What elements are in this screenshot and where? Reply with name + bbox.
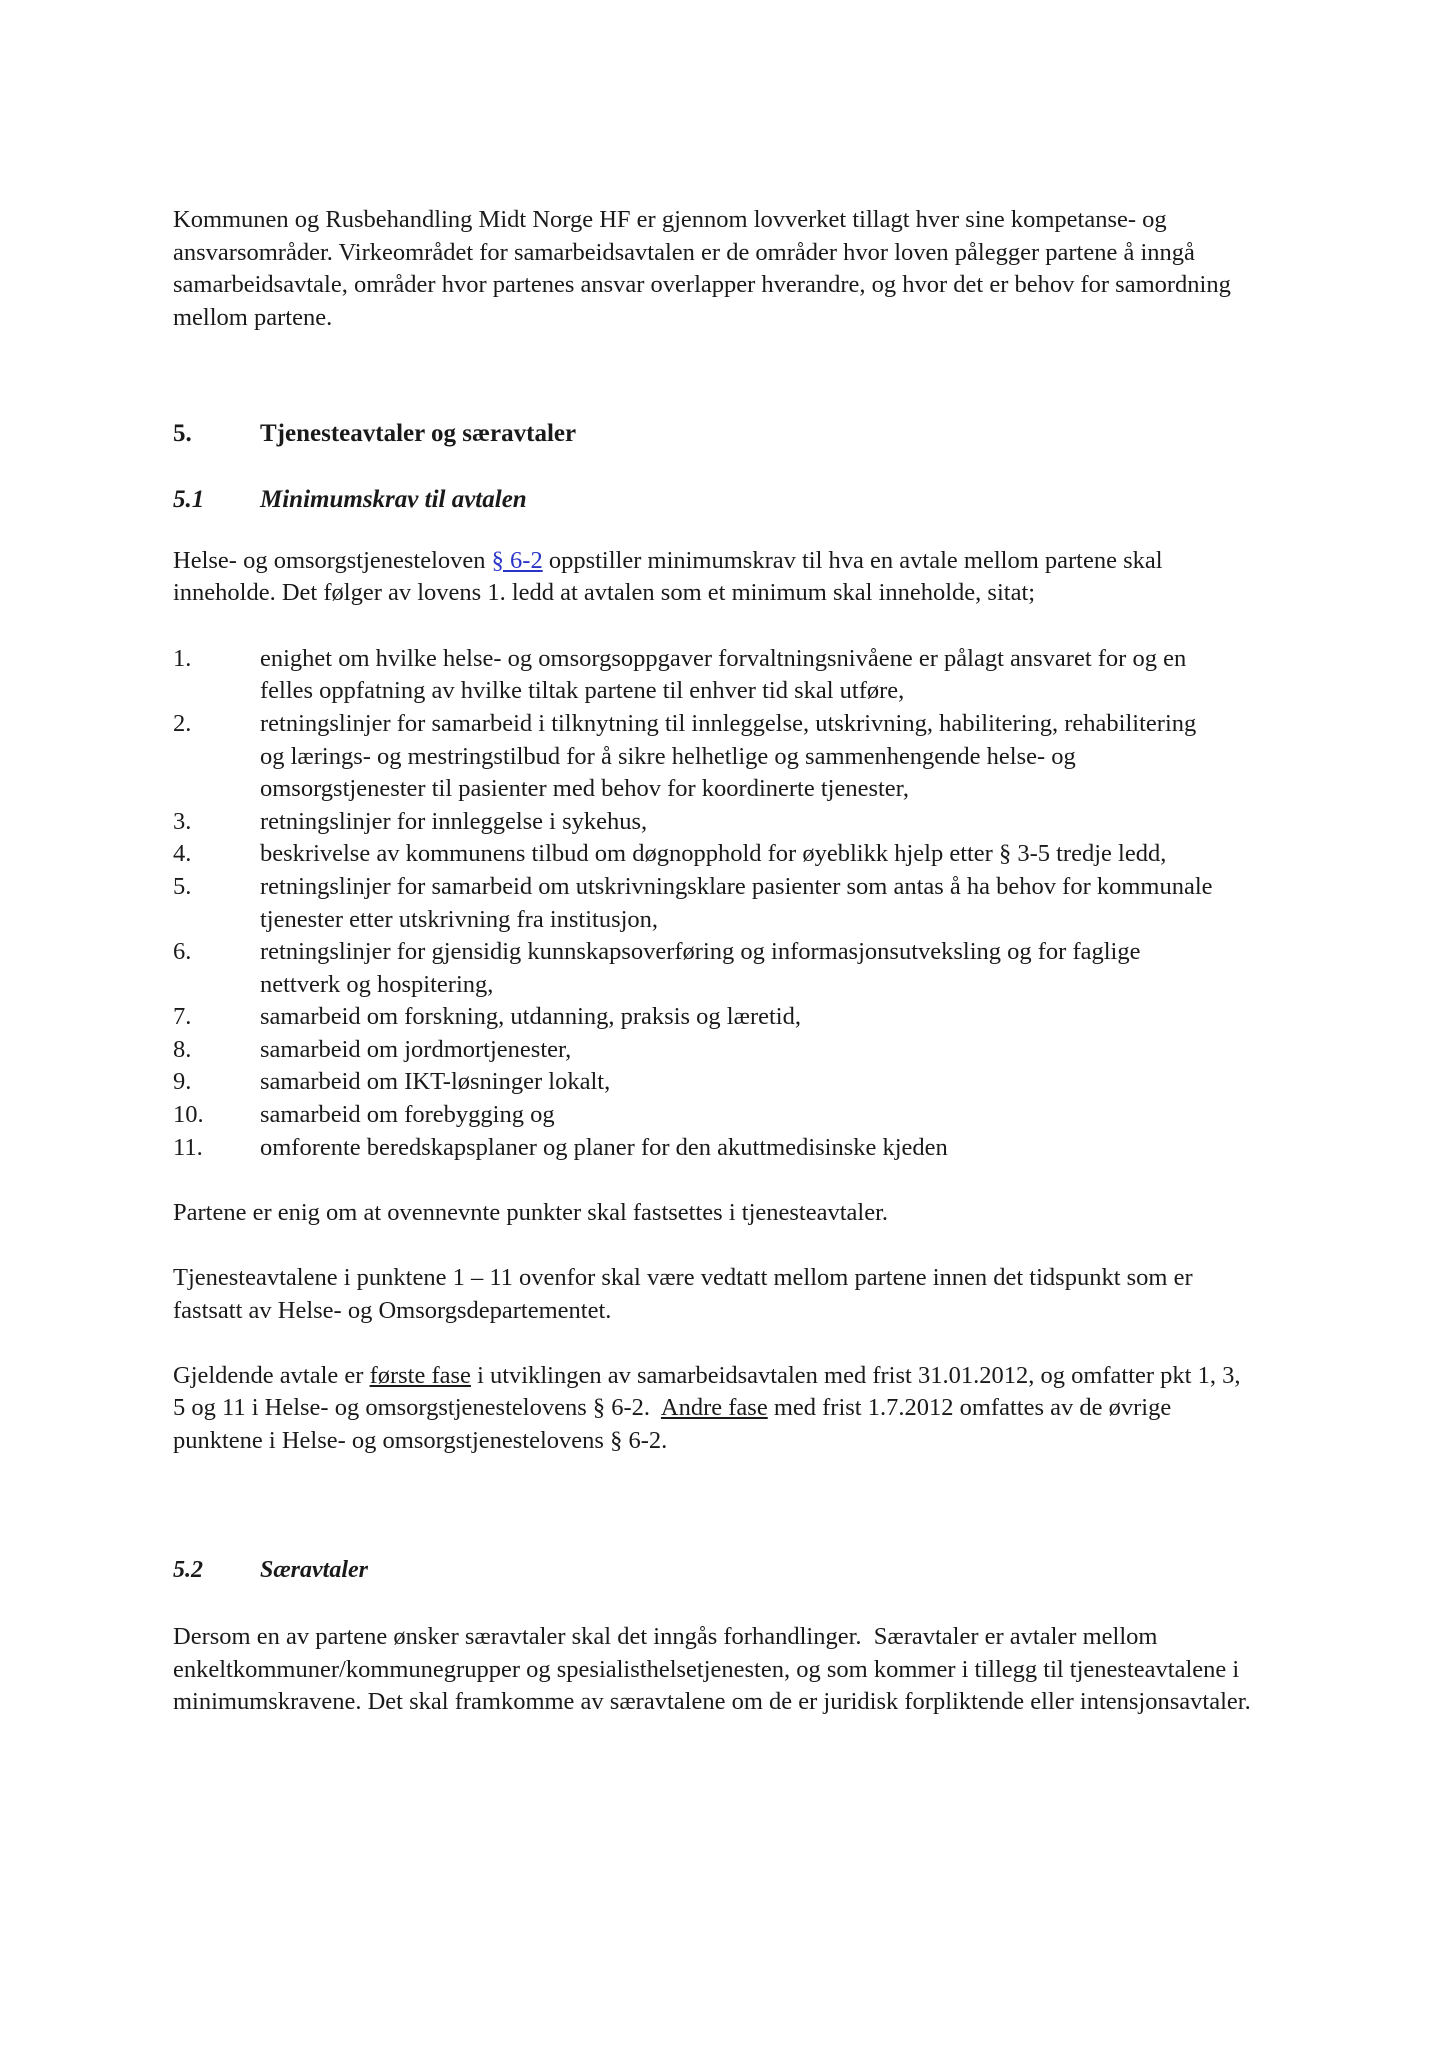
list-item: 8. samarbeid om jordmortjenester, bbox=[173, 1035, 572, 1063]
section-title: Minimumskrav til avtalen bbox=[260, 485, 527, 513]
list-item: 9. samarbeid om IKT-løsninger lokalt, bbox=[173, 1068, 611, 1096]
list-item: 5. retningslinjer for samarbeid om utskrivningsklare pasienter som antas å ha behov for kommunale tjenester etter utskrivning fra institusjon, bbox=[173, 872, 1213, 933]
section-heading-5-2 bbox=[173, 1554, 1253, 1587]
list-item: 11. omforente beredskapsplaner og planer for den akuttmedisinske kjeden bbox=[173, 1133, 948, 1161]
section-heading-5 bbox=[173, 418, 1253, 451]
agreement-paragraph: Partene er enig om at ovennevnte punkter skal fastsettes i tjenesteavtaler. bbox=[173, 1198, 889, 1226]
list-item: 10. samarbeid om forebygging og bbox=[173, 1101, 555, 1129]
list-item: 4. beskrivelse av kommunens tilbud om døgnopphold for øyeblikk hjelp etter § 3-5 tredje ledd, bbox=[173, 840, 1167, 868]
section-number: 5. bbox=[173, 420, 192, 448]
list-item: 7. samarbeid om forskning, utdanning, praksis og læretid, bbox=[173, 1003, 801, 1031]
document-page bbox=[173, 204, 1253, 1719]
section-title: Særavtaler bbox=[260, 1556, 368, 1583]
list-item: 1. enighet om hvilke helse- og omsorgsoppgaver forvaltningsnivåene er pålagt ansvaret for og en felles oppfatning av hvilke tiltak partene til enhver tid skal utføre, bbox=[173, 644, 1187, 705]
section-number: 5.1 bbox=[173, 485, 205, 513]
first-phase-underlined: første fase bbox=[369, 1361, 471, 1389]
list-item: 3. retningslinjer for innleggelse i sykehus, bbox=[173, 807, 648, 835]
section-number: 5.2 bbox=[173, 1556, 203, 1583]
requirements-list bbox=[173, 643, 1253, 1165]
section-heading-5-1 bbox=[173, 484, 1253, 517]
special-agreements-paragraph: Dersom en av partene ønsker særavtaler skal det inngås forhandlinger. Særavtaler er avtaler mellom enkeltkommuner/kommunegrupper og spesialisthelsetjenesten, og som kommer i tillegg til tjenesteavtalene i minimumskravene. Det skal framkomme av særavtalene om de er juridisk forpliktende eller intensjonsavtaler. bbox=[173, 1623, 1251, 1716]
second-phase-underlined: Andre fase bbox=[660, 1394, 768, 1422]
deadline-paragraph: Tjenesteavtalene i punktene 1 – 11 ovenfor skal være vedtatt mellom partene innen det tidspunkt som er fastsatt av Helse- og Omsorgsdepartementet. bbox=[173, 1264, 1193, 1324]
section-title: Tjenesteavtaler og særavtaler bbox=[260, 420, 577, 448]
minimum-requirements-intro: Helse- og omsorgstjenesteloven § 6-2 oppstiller minimumskrav til hva en avtale mellom partene skal inneholde. Det følger av lovens 1. ledd at avtalen som et minimum skal inneholde, sitat; bbox=[173, 546, 1163, 607]
intro-paragraph: Kommunen og Rusbehandling Midt Norge HF er gjennom lovverket tillagt hver sine kompetanse- og ansvarsområder. Virkeområdet for samarbeidsavtalen er de områder hvor loven pålegger partene å inngå samarbeidsavtale, områder hvor partenes ansvar overlapper hverandre, og hvor det er behov for samordning mellom partene. bbox=[173, 206, 1231, 331]
law-paragraph-link[interactable]: § 6-2 bbox=[491, 546, 543, 574]
list-item: 6. retningslinjer for gjensidig kunnskapsoverføring og informasjonsutveksling og for faglige nettverk og hospitering, bbox=[173, 938, 1141, 998]
phase-paragraph: Gjeldende avtale er første fase i utviklingen av samarbeidsavtalen med frist 31.01.2012, og omfatter pkt 1, 3, 5 og 11 i Helse- og omsorgstjenestelovens § 6-2. Andre fase med frist 1.7.2012 omfattes av de øvrige punktene i Helse- og omsorgstjenestelovens § 6-2. bbox=[173, 1361, 1247, 1454]
list-item: 2. retningslinjer for samarbeid i tilknytning til innleggelse, utskrivning, habilitering, rehabilitering og lærings- og mestringstilbud for å sikre helhetlige og sammenhengende helse- og omsorgstjenester til pasienter med behov for koordinerte tjenester, bbox=[173, 709, 1197, 803]
